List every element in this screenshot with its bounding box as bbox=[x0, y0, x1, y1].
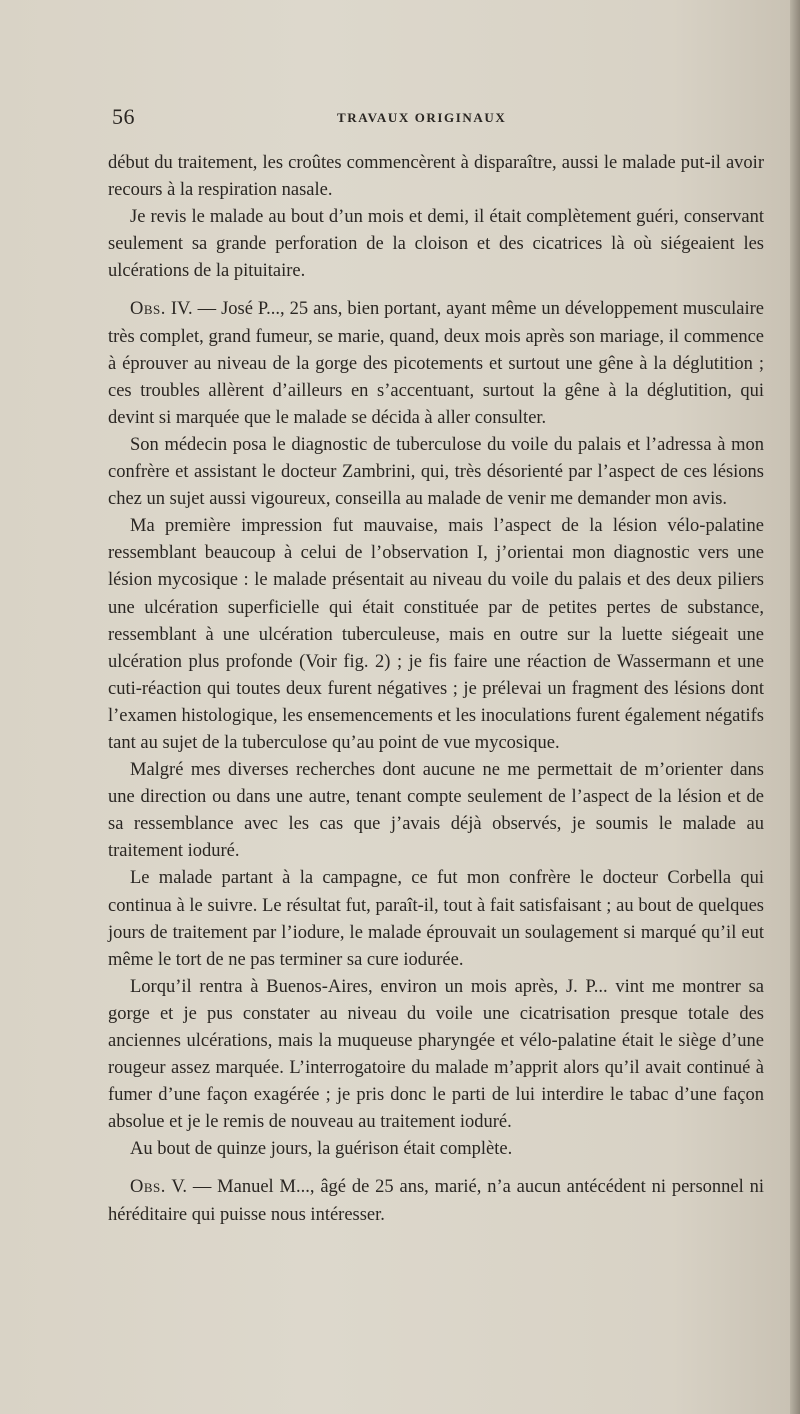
page-edge bbox=[790, 0, 800, 1414]
paragraph-2-text: Je revis le malade au bout d’un mois et demi, il était complètement guéri, conservant seulement sa grande perforation de la cloison et des cicatrices là où siégeaient les ulcérations de la pituitaire. bbox=[108, 207, 764, 282]
paragraph-1 bbox=[108, 150, 764, 204]
paragraph-6-text: Malgré mes diverses recherches dont aucune ne me permettait de m’orienter dans une direction ou dans une autre, tenant compte seulement de l’aspect de la lésion et de sa ressemblance avec les cas que j’avais déjà observés, je soumis le malade au traitement ioduré. bbox=[108, 760, 764, 862]
paragraph-6 bbox=[108, 757, 764, 865]
paragraph-1-text: début du traitement, les croûtes commencèrent à disparaître, aussi le malade put-il avoir recours à la respiration nasale. bbox=[108, 153, 764, 201]
observation-iv-text: IV. — José P..., 25 ans, bien portant, ayant même un développement musculaire très complet, grand fumeur, se marie, quand, deux mois après son mariage, il commence à éprouver au niveau de la gorge des picotements et surtout une gêne à la déglutition ; ces troubles allèrent d’ailleurs en s’accentuant, surtout la gêne à la déglutition, qui devint si marquée que le malade se décida à aller consulter. bbox=[108, 299, 764, 428]
observation-iv bbox=[108, 296, 764, 431]
paragraph-9 bbox=[108, 1136, 764, 1163]
paragraph-5-text: Ma première impression fut mauvaise, mais l’aspect de la lésion vélo-palatine ressemblant beaucoup à celui de l’observation I, j’orientai mon diagnostic vers une lésion mycosique : le malade présentait au niveau du voile du palais et des deux piliers une ulcération superficielle qui était constituée par de petites pertes de substance, ressemblant à une ulcération tuberculeuse, mais en outre sur la luette siégeait une ulcération plus profonde (Voir fig. 2) ; je fis faire une réaction de Wassermann et une cuti-réaction qui toutes deux furent négatives ; je prélevai un fragment des lésions dont l’examen histologique, les ensemencements et les inoculations furent également négatifs tant au sujet de la tuberculose qu’au point de vue mycosique. bbox=[108, 516, 764, 753]
page-header bbox=[112, 104, 672, 134]
observation-iv-lead: Obs. bbox=[130, 299, 166, 320]
paragraph-7 bbox=[108, 865, 764, 973]
paragraph-8-text: Lorqu’il rentra à Buenos-Aires, environ un mois après, J. P... vint me montrer sa gorge et je pus constater au niveau du voile une cicatrisation presque totale des anciennes ulcérations, mais la muqueuse pharyngée et vélo-palatine était le siège d’une rougeur assez marquée. L’interrogatoire du malade m’apprit alors qu’il avait continué à fumer d’une façon exagérée ; je pris donc le parti de lui interdire le tabac d’une façon absolue et je le remis de nouveau au traitement ioduré. bbox=[108, 976, 764, 1133]
paragraph-5 bbox=[108, 513, 764, 757]
paragraph-9-text: Au bout de quinze jours, la guérison était complète. bbox=[130, 1139, 513, 1160]
paragraph-2 bbox=[108, 204, 764, 285]
observation-v-lead: Obs. bbox=[130, 1177, 166, 1198]
paragraph-7-text: Le malade partant à la campagne, ce fut mon confrère le docteur Corbella qui continua à le suivre. Le résultat fut, paraît-il, tout à fait satisfaisant ; au bout de quelques jours de traitement par l’iodure, le malade éprouvait un soulagement si marqué qu’il eut même le tort de ne pas terminer sa cure iodurée. bbox=[108, 868, 764, 970]
body-text bbox=[108, 150, 764, 1229]
page-number: 56 bbox=[112, 104, 135, 129]
observation-v-text: V. — Manuel M..., âgé de 25 ans, marié, n’a aucun antécédent ni personnel ni héréditaire qui puisse nous intéresser. bbox=[108, 1177, 764, 1225]
running-head: TRAVAUX ORIGINAUX bbox=[337, 110, 507, 125]
observation-v bbox=[108, 1174, 764, 1228]
paragraph-4 bbox=[108, 432, 764, 513]
paragraph-4-text: Son médecin posa le diagnostic de tuberculose du voile du palais et l’adressa à mon confrère et assistant le docteur Zambrini, qui, très désorienté par l’aspect de ces lésions chez un sujet aussi vigoureux, conseilla au malade de venir me demander mon avis. bbox=[108, 434, 764, 510]
paragraph-8 bbox=[108, 974, 764, 1137]
